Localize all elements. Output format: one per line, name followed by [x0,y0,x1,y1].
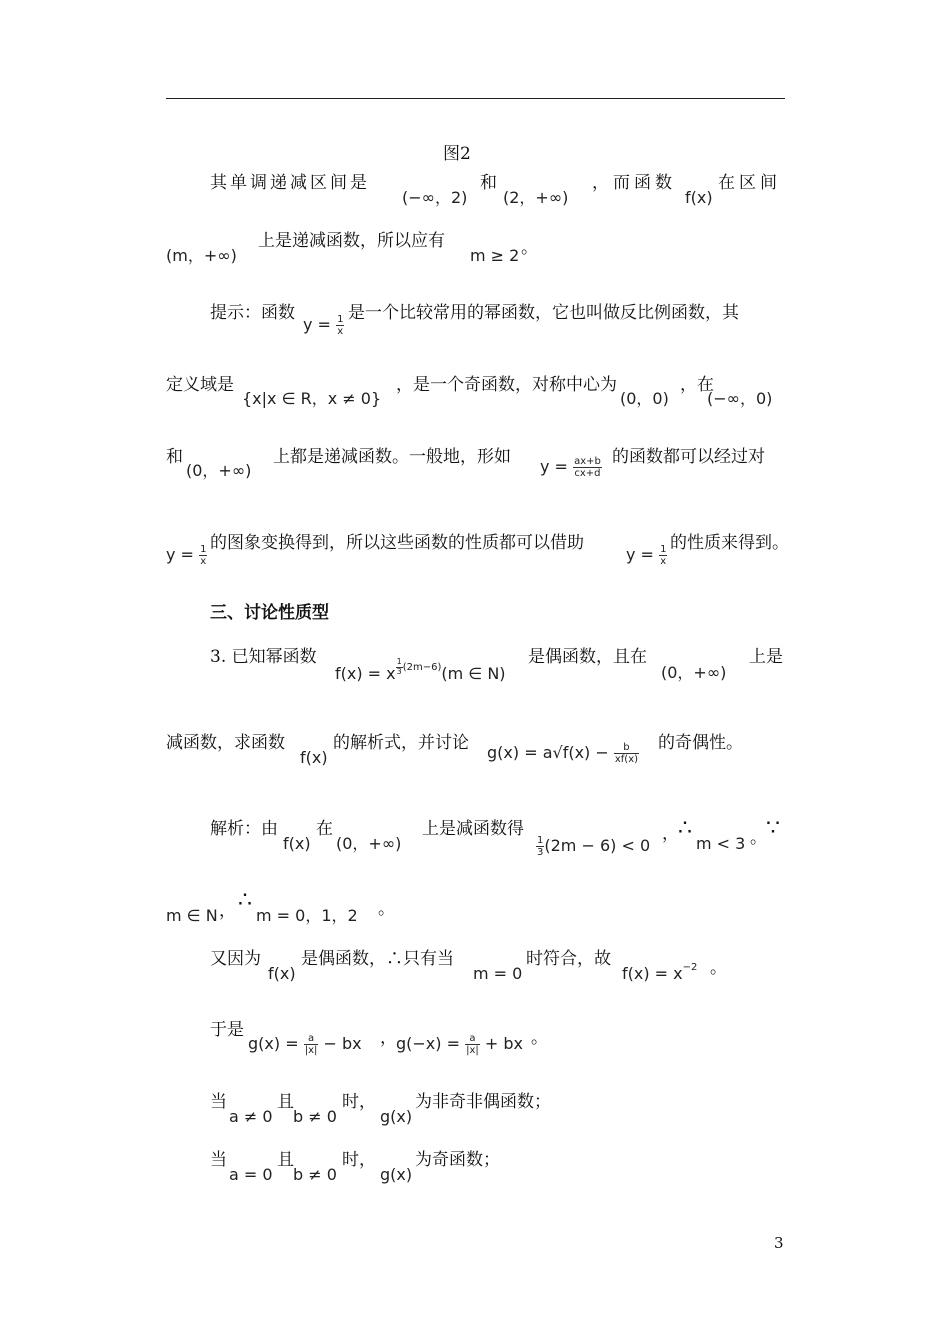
p2-math-7: y = $\frac{1}{x}$ [166,544,207,567]
p2-text-3: 定义域是 [166,375,234,395]
p2-math-8: y = $\frac{1}{x}$ [626,544,667,567]
case2-math-2: b ≠ 0 [293,1165,337,1184]
case1-math-3: g(x) [380,1107,413,1126]
p2-text-7: 上都是递减函数。一般地，形如 [273,447,511,467]
p1-text-4: 在区间 [718,173,781,193]
p1-text-2: 和 [480,173,497,193]
sol-text-2: 在 [316,819,333,839]
sol-math-10: g(x) = $\frac{a}{|x|}$ − bx [248,1033,362,1056]
sol-text-8: 又因为 [210,949,261,969]
case1-text-3: 时， [342,1092,376,1112]
case2-math-3: g(x) [380,1165,413,1184]
p1-math-4: (m，+∞) [166,246,237,265]
case1-math-2: b ≠ 0 [293,1107,337,1126]
sol-text-3: 上是减函数得 [422,819,524,839]
sol-math-7: f(x) [268,964,296,983]
p1-math-5: m ≥ 2 [470,246,520,265]
therefore-symbol-2: ∴ [238,888,252,913]
p2-text-10: 的性质来得到。 [670,533,789,553]
case2-math-1: a = 0 [229,1165,273,1184]
therefore-symbol: ∴ [678,816,692,841]
sol-text-12: 于是 [210,1020,244,1040]
header-rule [166,98,785,99]
p1-text-3: ，而函数 [592,173,676,193]
q3-math-3: f(x) [300,748,328,767]
p2-text-5: ，在 [680,375,714,395]
case2-text-1: 当 [210,1150,227,1170]
p1-text-6: 。 [521,238,538,258]
sol-math-4: m < 3 [696,834,746,853]
p1-math-2: (2，+∞) [503,188,569,207]
p2-text-2: 是一个比较常用的幂函数，它也叫做反比例函数，其 [348,303,739,323]
case1-text-2: 且 [277,1092,294,1112]
sol-math-11: g(−x) = $\frac{a}{|x|}$ + bx [396,1033,523,1056]
q3-text-2: 是偶函数，且在 [528,647,647,667]
p2-text-4: ，是一个奇函数，对称中心为 [396,375,617,395]
sol-text-10: 时符合，故 [526,949,611,969]
sol-math-2: (0，+∞) [336,834,402,853]
sol-text-11: 。 [710,958,727,978]
figure-caption: 图2 [443,144,471,164]
q3-text-4: 减函数，求函数 [166,733,285,753]
p1-text-5: 上是递减函数，所以应有 [258,231,445,251]
p2-math-5: (0，+∞) [186,461,252,480]
sol-text-9: 是偶函数，∴只有当 [301,949,454,969]
section-heading: 三、讨论性质型 [210,603,329,623]
q3-math-1: f(x) = x $^{\frac{1}{3} (2m-6)}$(m ∈ N) [335,656,506,683]
case2-text-3: 时， [342,1150,376,1170]
sol-math-3: $\frac{1}{3}$ (2m − 6) < 0 [537,835,651,858]
q3-math-4: g(x) = a√f(x) − $\frac{b}{xf(x)}$ [487,742,639,765]
q3-text-6: 的奇偶性。 [658,733,743,753]
p2-math-3: (0，0) [620,389,669,408]
sol-text-5: 。 [750,828,767,848]
page-number: 3 [774,1234,784,1252]
sol-math-5: m ∈ N [166,906,218,925]
case2-text-4: 为奇函数； [415,1150,500,1170]
sol-math-1: f(x) [283,834,311,853]
sol-math-8: m = 0 [473,964,523,983]
p2-math-1: y = $\frac{1}{x}$ [303,314,344,337]
case1-text-4: 为非奇非偶函数； [415,1092,551,1112]
sol-math-9: $f(x) = x^{-2}$ [622,962,698,983]
sol-text-1: 解析：由 [210,819,278,839]
sol-text-14: 。 [531,1028,548,1048]
p2-math-4: (−∞，0) [707,389,773,408]
case2-text-2: 且 [277,1150,294,1170]
q3-math-2: (0，+∞) [661,663,727,682]
sol-text-7: 。 [378,899,395,919]
p2-text-1: 提示：函数 [210,303,295,323]
sol-text-6: ， [219,901,236,921]
because-symbol: ∵ [766,816,780,841]
p2-text-6: 和 [166,447,183,467]
case1-math-1: a ≠ 0 [229,1107,273,1126]
p2-math-6: y = $\frac{ax+b}{cx+d}$ [540,456,601,479]
sol-math-6: m = 0，1，2 [256,906,358,925]
q3-text-5: 的解析式，并讨论 [333,733,469,753]
sol-text-4: ， [662,824,679,844]
p2-text-8: 的函数都可以经过对 [612,447,765,467]
case1-text-1: 当 [210,1092,227,1112]
sol-text-13: ， [380,1028,397,1048]
p1-math-1: (−∞，2) [402,188,468,207]
p1-text-1: 其单调递减区间是 [210,173,370,193]
p1-math-3: f(x) [685,188,713,207]
p2-math-2: {x|x ∈ R，x ≠ 0} [242,389,382,408]
p2-text-9: 的图象变换得到，所以这些函数的性质都可以借助 [210,533,584,553]
q3-text-1: 3. 已知幂函数 [210,647,317,667]
q3-text-3: 上是 [749,647,783,667]
